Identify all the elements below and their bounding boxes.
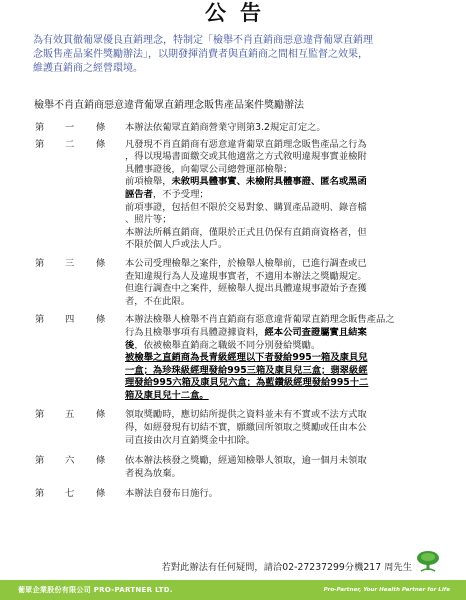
bold-text: 未敘明具體事實、未檢附具體事證、匿名或黑函 — [171, 176, 367, 188]
bold-text: 後 — [125, 339, 135, 351]
article-line: 司直接由次月直銷獎金中扣除。 — [125, 434, 256, 446]
article-line: 箱及康貝兒十二盒。 — [125, 389, 209, 401]
article-line: 領取獎勵時，應切結所提供之資料並未有不實或不法方式取 — [125, 409, 367, 421]
page-title: 公告 — [205, 1, 275, 25]
article-6 — [35, 455, 445, 480]
article-line: 被檢舉之直銷商為長青級經理以下者發給995一箱及康貝兒 — [125, 352, 368, 364]
article-line: 本辦法檢舉人檢舉不肖直銷商有惡意違背葡眾直銷理念販售產品之 — [125, 314, 395, 326]
article-number: 第 三 條 — [35, 257, 106, 269]
intro-line: 維護直銷商之經營環境。 — [33, 63, 143, 74]
article-body — [125, 409, 445, 447]
article-line: 依本辦法核發之獎勵，經通知檢舉人領取，逾一個月未領取 — [125, 455, 367, 467]
article-line: 誣告者，不予受理； — [125, 188, 209, 200]
article-body — [125, 139, 445, 252]
intro-line: 念販售產品案件獎勵辦法」，以期發揮消費者與直銷商之間相互監督之效果， — [33, 49, 368, 60]
article-number: 第 七 條 — [35, 488, 106, 500]
article-number: 第 五 條 — [35, 409, 106, 421]
bold-text: 誣告者 — [125, 188, 153, 200]
article-line: ，得以現場書面繳交或其他適當之方式敘明違規事實並檢附 — [125, 151, 367, 163]
tree-logo-icon — [415, 549, 441, 575]
footer-bar — [0, 580, 466, 600]
rules-heading: 檢舉不肖直銷商惡意違背葡眾直銷理念販售產品案件獎勵辦法 — [34, 100, 304, 111]
article-body — [125, 122, 445, 135]
article-body — [125, 258, 445, 308]
intro-line: 為有效貫徹葡眾優良直銷理念，特制定「檢舉不肖直銷商惡意違背葡眾直銷理 — [33, 35, 373, 46]
company-slogan: Pro-Partner, Your Health Partner for Life — [323, 587, 450, 593]
intro-paragraph — [33, 34, 443, 76]
company-name: 葡眾企業股份有限公司 PRO-PARTNER LTD. — [18, 586, 173, 594]
article-line: 本辦法自發布日施行。 — [125, 488, 218, 500]
article-line: 查知違規行為人及違規事實者，不適用本辦法之獎勵規定。 — [125, 270, 367, 282]
article-number: 第 一 條 — [35, 122, 106, 133]
article-line: 後，依被檢舉直銷商之職級不同分別發給獎勵。 — [125, 339, 321, 351]
article-line: 本辦法依葡眾直銷商營業守則第3.2規定訂定之。 — [125, 122, 326, 133]
article-line: 但進行調查中之案件，經檢舉人提出具體違規事證始予查獲 — [125, 283, 367, 295]
article-line: 不限於個人戶或法人戶。 — [125, 239, 228, 251]
article-line: 一盒；為珍珠級經理發給995三箱及康貝兒三盒；翡翠級經 — [125, 364, 368, 376]
article-3 — [35, 258, 445, 308]
article-body — [125, 488, 445, 501]
article-number: 第 四 條 — [35, 314, 106, 326]
article-line: 凡發現不肖直銷商有惡意違背葡眾直銷理念販售產品之行為 — [125, 138, 367, 150]
article-list — [35, 122, 445, 501]
article-line: 者視為放棄。 — [125, 467, 181, 479]
article-2 — [35, 139, 445, 252]
article-line: 前項事證，包括但不限於交易對象、購買產品證明、錄音檔 — [125, 201, 367, 213]
article-line: 得，如經發現有切結不實，願繳回所領取之獎勵或任由本公 — [125, 422, 367, 434]
article-body — [125, 314, 445, 402]
article-5 — [35, 409, 445, 447]
article-number: 第 六 條 — [35, 455, 106, 467]
article-1 — [35, 122, 445, 135]
article-body — [125, 455, 445, 480]
article-line: 行為且檢舉事項有具體證據資料，經本公司查證屬實且結案 — [125, 326, 367, 338]
article-line: 前項檢舉，未敘明具體事實、未檢附具體事證、匿名或黑函 — [125, 176, 367, 188]
article-line: 、照片等； — [125, 214, 172, 226]
article-line: 者，不在此限。 — [125, 295, 191, 307]
contact-info: 若對此辦法有任何疑問，請洽02-27237299分機217 周先生 — [161, 562, 412, 573]
article-number: 第 二 條 — [35, 138, 106, 150]
article-line: 本辦法所稱直銷商，僅限於正式且仍保有直銷商資格者，但 — [125, 226, 367, 238]
bold-text: 經本公司查證屬實且結案 — [264, 326, 367, 338]
article-line: 具體事證後，向葡眾公司總營運部檢舉； — [125, 163, 293, 175]
article-4 — [35, 314, 445, 402]
article-line: 理發給995六箱及康貝兒六盒；為藍鑽級經理發給995十二 — [125, 377, 369, 389]
article-7 — [35, 488, 445, 501]
article-line: 本公司受理檢舉之案件，於檢舉人檢舉前，已進行調查或已 — [125, 257, 367, 269]
